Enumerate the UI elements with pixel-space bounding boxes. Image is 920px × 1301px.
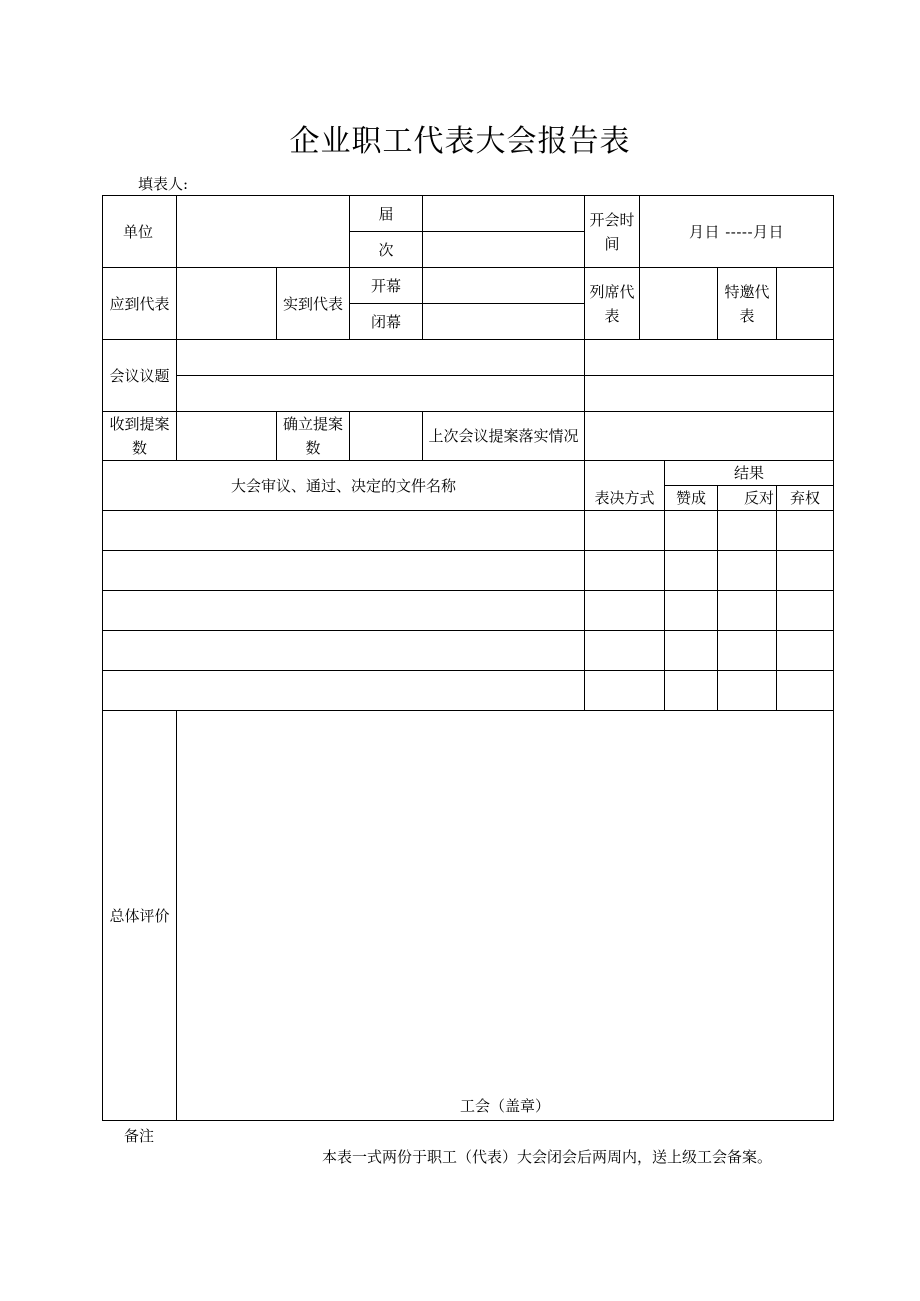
- invited-label: 特邀代表: [718, 268, 777, 340]
- vote-row-oppose[interactable]: [718, 631, 777, 671]
- vote-row-abstain[interactable]: [777, 591, 834, 631]
- vote-row-oppose[interactable]: [718, 511, 777, 551]
- proposals-received-field[interactable]: [177, 412, 277, 461]
- vote-row-document[interactable]: [103, 631, 585, 671]
- vote-row: [103, 551, 834, 591]
- meeting-time-label: 开会时间: [585, 196, 640, 268]
- vote-row-document[interactable]: [103, 591, 585, 631]
- last-implementation-label: 上次会议提案落实情况: [423, 412, 585, 461]
- oppose-header: 反对: [718, 486, 777, 511]
- union-seal-label: 工会（盖章）: [459, 1097, 550, 1115]
- note-label: 备注: [124, 1127, 155, 1145]
- vote-row-approve[interactable]: [665, 631, 718, 671]
- vote-row-abstain[interactable]: [777, 671, 834, 711]
- observers-field[interactable]: [640, 268, 718, 340]
- closing-label: 闭幕: [350, 304, 423, 340]
- vote-row: [103, 511, 834, 551]
- session-label-1: 届: [350, 196, 423, 232]
- vote-row-approve[interactable]: [665, 511, 718, 551]
- vote-row-method[interactable]: [585, 551, 665, 591]
- agenda-field-1[interactable]: [177, 340, 585, 376]
- vote-row-document[interactable]: [103, 671, 585, 711]
- opening-label: 开幕: [350, 268, 423, 304]
- abstain-header: 弃权: [777, 486, 834, 511]
- invited-field[interactable]: [777, 268, 834, 340]
- approve-header: 赞成: [665, 486, 718, 511]
- agenda-extra-1[interactable]: [585, 340, 834, 376]
- session-field-2[interactable]: [423, 232, 585, 268]
- vote-row-oppose[interactable]: [718, 551, 777, 591]
- unit-label: 单位: [103, 196, 177, 268]
- vote-row-abstain[interactable]: [777, 551, 834, 591]
- vote-row-abstain[interactable]: [777, 631, 834, 671]
- meeting-date-range[interactable]: 月日 -----月日: [640, 196, 834, 268]
- should-attend-label: 应到代表: [103, 268, 177, 340]
- evaluation-label: 总体评价: [103, 711, 177, 1121]
- vote-row-method[interactable]: [585, 591, 665, 631]
- vote-row-document[interactable]: [103, 511, 585, 551]
- vote-row-abstain[interactable]: [777, 511, 834, 551]
- closing-field[interactable]: [423, 304, 585, 340]
- report-table: [102, 195, 834, 1121]
- vote-row-oppose[interactable]: [718, 591, 777, 631]
- agenda-extra-2[interactable]: [585, 376, 834, 412]
- actual-attend-label: 实到代表: [277, 268, 350, 340]
- observers-label: 列席代表: [585, 268, 640, 340]
- vote-row-approve[interactable]: [665, 591, 718, 631]
- unit-field[interactable]: [177, 196, 350, 268]
- should-attend-field[interactable]: [177, 268, 277, 340]
- session-field-1[interactable]: [423, 196, 585, 232]
- vote-row: [103, 591, 834, 631]
- last-implementation-field[interactable]: [585, 412, 834, 461]
- vote-row: [103, 671, 834, 711]
- vote-row-approve[interactable]: [665, 671, 718, 711]
- agenda-label: 会议议题: [103, 340, 177, 412]
- vote-row-oppose[interactable]: [718, 671, 777, 711]
- proposals-confirmed-label: 确立提案数: [277, 412, 350, 461]
- opening-field[interactable]: [423, 268, 585, 304]
- proposals-confirmed-field[interactable]: [350, 412, 423, 461]
- vote-row-approve[interactable]: [665, 551, 718, 591]
- evaluation-field[interactable]: [177, 711, 834, 1121]
- filler-label: 填表人:: [138, 175, 189, 193]
- proposals-received-label: 收到提案数: [103, 412, 177, 461]
- result-header: 结果: [665, 461, 834, 486]
- note-text: 本表一式两份于职工（代表）大会闭会后两周内，送上级工会备案。: [322, 1148, 773, 1166]
- vote-row-method[interactable]: [585, 671, 665, 711]
- agenda-field-2[interactable]: [177, 376, 585, 412]
- documents-header: 大会审议、通过、决定的文件名称: [103, 461, 585, 511]
- vote-method-header: 表决方式: [585, 461, 665, 511]
- page-title: 企业职工代表大会报告表: [289, 124, 631, 159]
- vote-row-document[interactable]: [103, 551, 585, 591]
- session-label-2: 次: [350, 232, 423, 268]
- vote-row: [103, 631, 834, 671]
- vote-row-method[interactable]: [585, 631, 665, 671]
- vote-row-method[interactable]: [585, 511, 665, 551]
